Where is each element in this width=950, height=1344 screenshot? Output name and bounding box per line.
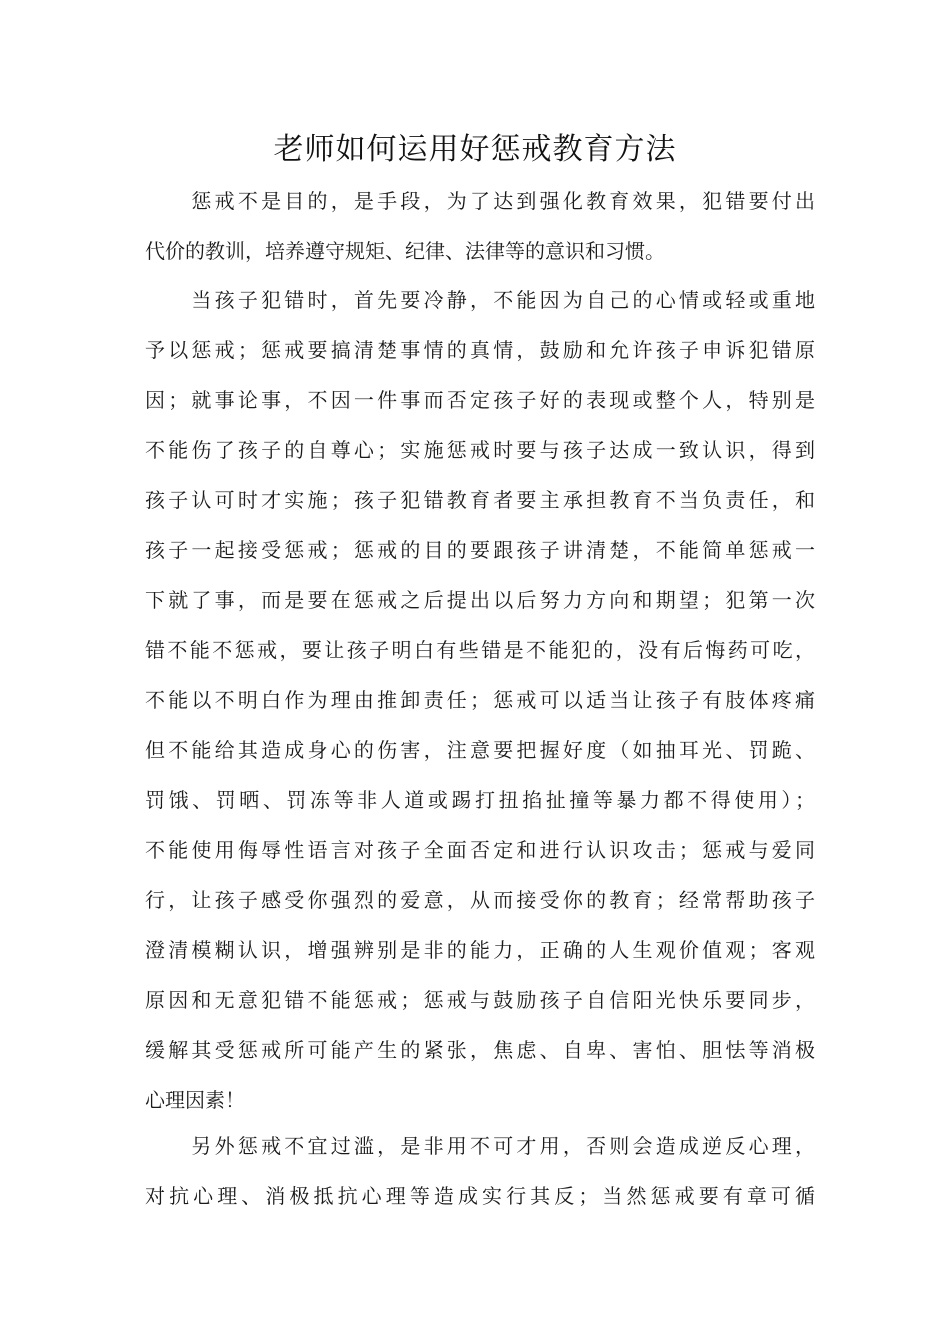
text-line: 孩子认可时才实施；孩子犯错教育者要主承担教育不当负责任，和 [145,488,815,512]
paragraph-2 [145,275,815,1125]
text-line: 代价的教训，培养遵守规矩、纪律、法律等的意识和习惯。 [145,239,665,263]
text-line: 澄清模糊认识，增强辨别是非的能力，正确的人生观价值观；客观 [145,938,815,962]
text-line: 对抗心理、消极抵抗心理等造成实行其反；当然惩戒要有章可循 [145,1184,815,1208]
text-line: 心理因素！ [145,1088,245,1112]
paragraph-1 [145,176,815,276]
text-line: 原因和无意犯错不能惩戒；惩戒与鼓励孩子自信阳光快乐要同步， [145,988,815,1012]
text-line: 不能伤了孩子的自尊心；实施惩戒时要与孩子达成一致认识，得到 [145,438,815,462]
paragraph-3 [145,1121,815,1221]
text-line: 惩戒不是目的，是手段，为了达到强化教育效果，犯错要付出 [145,189,815,213]
text-line: 错不能不惩戒，要让孩子明白有些错是不能犯的，没有后悔药可吃， [145,638,815,662]
text-line: 另外惩戒不宜过滥，是非用不可才用，否则会造成逆反心理， [145,1134,815,1158]
page-title: 老师如何运用好惩戒教育方法 [273,132,677,167]
text-line: 但不能给其造成身心的伤害，注意要把握好度（如抽耳光、罚跪、 [145,738,815,762]
text-line: 不能以不明白作为理由推卸责任；惩戒可以适当让孩子有肢体疼痛 [145,688,815,712]
text-line: 罚饿、罚晒、罚冻等非人道或踢打扭掐扯撞等暴力都不得使用）； [145,788,815,812]
text-line: 不能使用侮辱性语言对孩子全面否定和进行认识攻击；惩戒与爱同 [145,838,815,862]
text-line: 当孩子犯错时，首先要冷静，不能因为自己的心情或轻或重地 [145,288,815,312]
text-line: 孩子一起接受惩戒；惩戒的目的要跟孩子讲清楚，不能简单惩戒一 [145,538,815,562]
text-line: 缓解其受惩戒所可能产生的紧张，焦虑、自卑、害怕、胆怯等消极 [145,1038,815,1062]
text-line: 予以惩戒；惩戒要搞清楚事情的真情，鼓励和允许孩子申诉犯错原 [145,338,815,362]
text-line: 因；就事论事，不因一件事而否定孩子好的表现或整个人，特别是 [145,388,815,412]
text-line: 下就了事，而是要在惩戒之后提出以后努力方向和期望；犯第一次 [145,588,815,612]
text-line: 行，让孩子感受你强烈的爱意，从而接受你的教育；经常帮助孩子 [145,888,815,912]
